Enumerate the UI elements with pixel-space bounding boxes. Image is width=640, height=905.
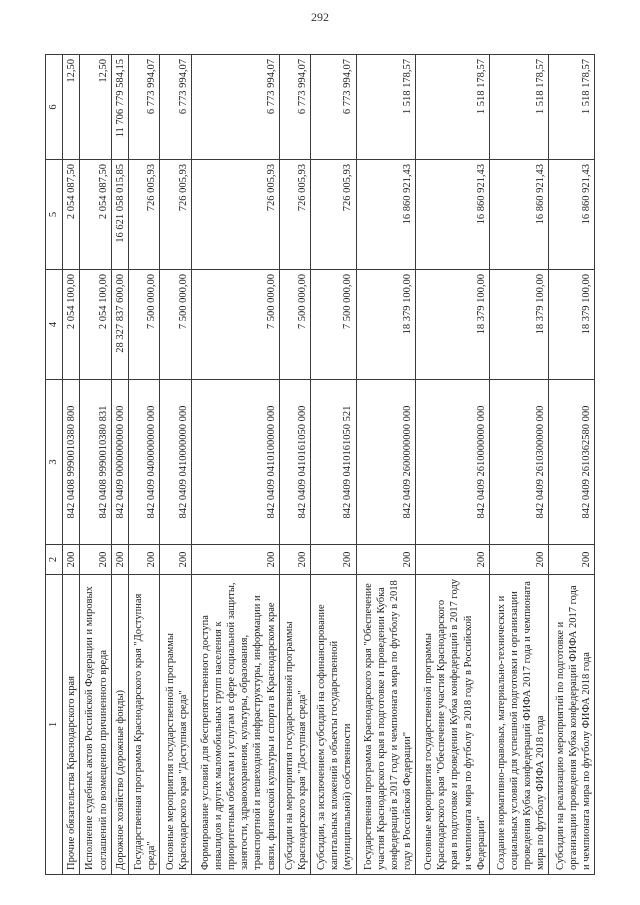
row-col-5: 726 005,93 [129,160,160,270]
row-name: Исполнение судебных актов Российской Федерации и мировых соглашений по возмещению причиненного вреда [80,575,111,875]
row-col-4: 7 500 000,00 [160,270,191,380]
row-col-6: 12,50 [63,55,80,160]
table-row [549,55,595,875]
row-code-2: 200 [416,545,490,575]
table-row [356,55,416,875]
row-name: Субсидии на мероприятия государственной программы Краснодарского края "Доступная среда" [279,575,310,875]
row-col-5: 16 860 921,43 [549,160,595,270]
row-col-5: 2 054 087,50 [63,160,80,270]
row-name: Основные мероприятия государственной программы Краснодарского края "Обеспечение участия Краснодарского края в подготовке и проведении Кубка конфедераций в 2017 году и чемпионата мира по футболу в 2018 году в Российской Федерации" [416,575,490,875]
table-row [279,55,310,875]
table-row [489,55,549,875]
row-classification-code: 842 0409 2610300000 000 [489,380,549,545]
row-col-4: 18 379 100,00 [489,270,549,380]
row-col-4: 18 379 100,00 [416,270,490,380]
budget-table [45,54,595,875]
row-code-2: 200 [549,545,595,575]
column-header: 4 [46,270,63,380]
row-col-5: 16 860 921,43 [356,160,416,270]
row-code-2: 200 [489,545,549,575]
row-col-5: 16 860 921,43 [489,160,549,270]
row-col-4: 2 054 100,00 [63,270,80,380]
table-row [191,55,279,875]
row-col-4: 7 500 000,00 [191,270,279,380]
row-name: Государственная программа Краснодарского края "Обеспечение участия Краснодарского края в подготовке и проведении Кубка конфедераций в 2017 году и чемпионата мира по футболу в 2018 году в Российской Федерации" [356,575,416,875]
row-classification-code: 842 0409 2600000000 000 [356,380,416,545]
row-classification-code: 842 0408 9990010380 831 [80,380,111,545]
row-name: Субсидии, за исключением субсидий на софинансирование капитальных вложений в объекты государственной (муниципальной) собственности [311,575,357,875]
row-col-4: 18 379 100,00 [356,270,416,380]
row-code-2: 200 [191,545,279,575]
row-col-4: 7 500 000,00 [129,270,160,380]
row-name: Субсидии на реализацию мероприятий по подготовке и организации проведения Кубка конфедераций ФИФА 2017 года и чемпионата мира по футболу ФИФА 2018 года [549,575,595,875]
table-row [311,55,357,875]
table-row [416,55,490,875]
row-classification-code: 842 0409 2610000000 000 [416,380,490,545]
table-header-row [46,55,63,875]
row-col-6: 1 518 178,57 [356,55,416,160]
row-col-6: 1 518 178,57 [489,55,549,160]
row-col-4: 7 500 000,00 [279,270,310,380]
row-col-6: 6 773 994,07 [160,55,191,160]
row-name: Основные мероприятия государственной программы Краснодарского края "Доступная среда" [160,575,191,875]
row-code-2: 200 [129,545,160,575]
row-classification-code: 842 0409 0410161050 000 [279,380,310,545]
table-row [129,55,160,875]
column-header: 5 [46,160,63,270]
row-name: Государственная программа Краснодарского края "Доступная среда" [129,575,160,875]
row-col-4: 28 327 837 600,00 [111,270,128,380]
row-col-4: 2 054 100,00 [80,270,111,380]
row-col-6: 6 773 994,07 [279,55,310,160]
row-name: Создание нормативно-правовых, материально-технических и социальных условий для успешной подготовки и организации проведения Кубка конфедераций ФИФА 2017 года и чемпионата мира по футболу ФИФА 2018 года [489,575,549,875]
row-code-2: 200 [160,545,191,575]
row-col-6: 1 518 178,57 [549,55,595,160]
column-header: 6 [46,55,63,160]
row-col-6: 12,50 [80,55,111,160]
row-col-4: 7 500 000,00 [311,270,357,380]
column-header: 2 [46,545,63,575]
row-classification-code: 842 0409 0410161050 521 [311,380,357,545]
row-col-6: 11 706 779 584,15 [111,55,128,160]
row-col-5: 726 005,93 [191,160,279,270]
table-row [160,55,191,875]
row-col-6: 6 773 994,07 [191,55,279,160]
table-row [111,55,128,875]
rotated-table-wrapper [45,55,595,875]
row-classification-code: 842 0409 2610362580 000 [549,380,595,545]
row-col-4: 18 379 100,00 [549,270,595,380]
row-code-2: 200 [111,545,128,575]
column-header: 1 [46,575,63,875]
row-col-6: 1 518 178,57 [416,55,490,160]
row-classification-code: 842 0409 0410100000 000 [191,380,279,545]
page-number: 292 [311,10,329,24]
row-col-5: 16 860 921,43 [416,160,490,270]
row-code-2: 200 [311,545,357,575]
row-col-6: 6 773 994,07 [311,55,357,160]
row-name: Прочие обязательства Краснодарского края [63,575,80,875]
row-code-2: 200 [356,545,416,575]
row-col-5: 726 005,93 [311,160,357,270]
row-col-5: 726 005,93 [279,160,310,270]
row-classification-code: 842 0409 0410000000 000 [160,380,191,545]
row-col-6: 6 773 994,07 [129,55,160,160]
row-col-5: 2 054 087,50 [80,160,111,270]
row-col-5: 726 005,93 [160,160,191,270]
row-code-2: 200 [279,545,310,575]
row-code-2: 200 [63,545,80,575]
row-classification-code: 842 0408 9990010380 800 [63,380,80,545]
row-name: Дорожное хозяйство (дорожные фонды) [111,575,128,875]
table-row [63,55,80,875]
row-classification-code: 842 0409 0000000000 000 [111,380,128,545]
row-classification-code: 842 0409 0400000000 000 [129,380,160,545]
row-col-5: 16 621 058 015,85 [111,160,128,270]
table-row [80,55,111,875]
row-code-2: 200 [80,545,111,575]
row-name: Формирование условий для беспрепятственного доступа инвалидов и других маломобильных групп населения к приоритетным объектам и услугам в сфере социальной защиты, занятости, здравоохранения, культуры, образования, транспортной и пешеходной инфраструктуры, информации и связи, физической культуры и спорта в Краснодарском крае [191,575,279,875]
column-header: 3 [46,380,63,545]
